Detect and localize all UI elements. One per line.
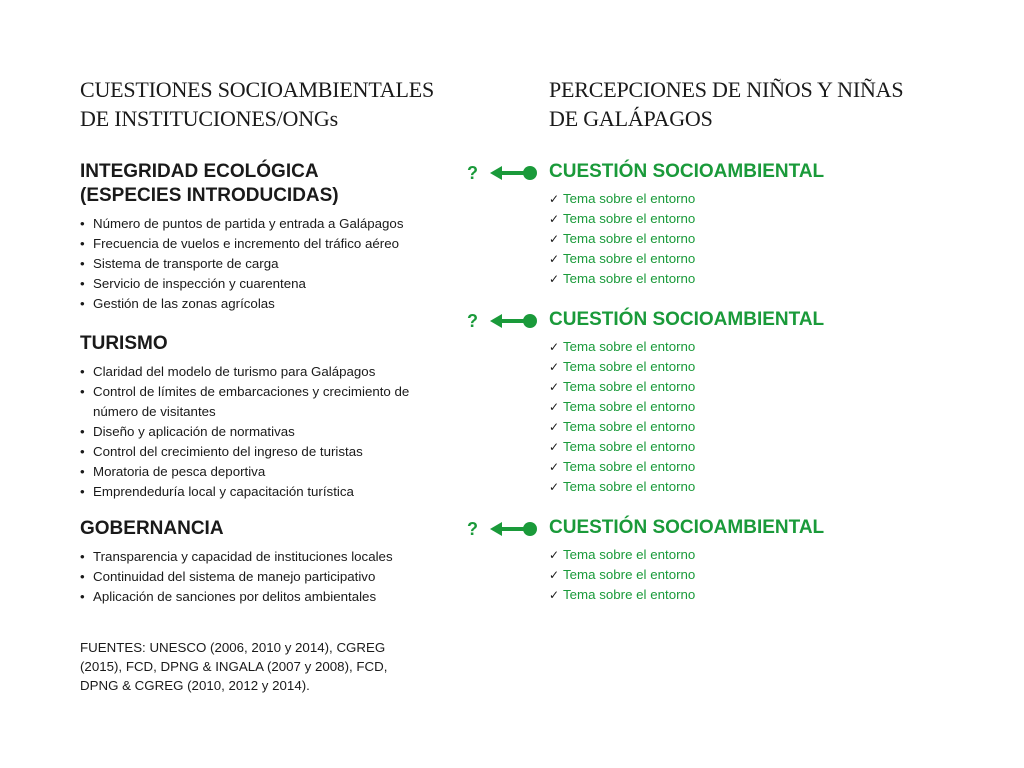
tema-item [549, 209, 949, 229]
tema-text: Tema sobre el entorno [563, 379, 696, 394]
section-turismo [80, 332, 500, 502]
check-icon: ✓ [549, 340, 560, 354]
tema-text: Tema sobre el entorno [563, 419, 696, 434]
tema-item [549, 457, 949, 477]
check-icon: ✓ [549, 548, 560, 562]
cuestion-group-1 [549, 160, 949, 289]
question-mark: ? [467, 163, 478, 183]
arrow-left-from-dot-icon [489, 312, 541, 330]
tema-item [549, 249, 949, 269]
bullet-list [80, 362, 435, 502]
right-column-title [549, 75, 903, 133]
list-item: • Diseño y aplicación de normativas [80, 422, 435, 442]
list-item: • Claridad del modelo de turismo para Galápagos [80, 362, 435, 382]
section-heading [80, 332, 500, 356]
connector-1 [467, 161, 539, 185]
tema-text: Tema sobre el entorno [563, 231, 696, 246]
question-mark: ? [467, 519, 478, 539]
arrow-left-from-dot-icon [489, 164, 541, 182]
connector-3 [467, 517, 539, 541]
question-mark: ? [467, 311, 478, 331]
check-icon: ✓ [549, 400, 560, 414]
tema-text: Tema sobre el entorno [563, 479, 696, 494]
tema-text: Tema sobre el entorno [563, 191, 696, 206]
tema-item [549, 337, 949, 357]
section-heading [80, 160, 500, 208]
check-icon: ✓ [549, 568, 560, 582]
section-gobernancia [80, 517, 500, 607]
tema-text: Tema sobre el entorno [563, 251, 696, 266]
cuestion-group-2 [549, 308, 949, 497]
tema-text: Tema sobre el entorno [563, 271, 696, 286]
check-icon: ✓ [549, 232, 560, 246]
tema-text: Tema sobre el entorno [563, 211, 696, 226]
check-icon: ✓ [549, 440, 560, 454]
sources-note [80, 638, 420, 695]
tema-item [549, 585, 949, 605]
left-title-line2: DE INSTITUCIONES/ONGs [80, 106, 338, 131]
tema-text: Tema sobre el entorno [563, 359, 696, 374]
tema-item [549, 269, 949, 289]
right-title-line1: PERCEPCIONES DE NIÑOS Y NIÑAS [549, 77, 904, 102]
tema-item [549, 437, 949, 457]
cuestion-heading: CUESTIÓN SOCIOAMBIENTAL [549, 309, 825, 330]
tema-text: Tema sobre el entorno [563, 587, 696, 602]
sources-line3: DPNG & CGREG (2010, 2012 y 2014). [80, 678, 310, 693]
check-icon: ✓ [549, 212, 560, 226]
sources-line2: (2015), FCD, DPNG & INGALA (2007 y 2008), FCD, [80, 659, 388, 674]
tema-list [549, 337, 949, 497]
section-heading-line2: (ESPECIES INTRODUCIDAS) [80, 185, 339, 206]
sources-line1: FUENTES: UNESCO (2006, 2010 y 2014), CGREG [80, 640, 386, 655]
tema-text: Tema sobre el entorno [563, 439, 696, 454]
tema-item [549, 377, 949, 397]
tema-list [549, 545, 949, 605]
list-item: • Sistema de transporte de carga [80, 254, 500, 274]
list-item: • Moratoria de pesca deportiva [80, 462, 435, 482]
tema-text: Tema sobre el entorno [563, 339, 696, 354]
list-item: • Gestión de las zonas agrícolas [80, 294, 500, 314]
check-icon: ✓ [549, 588, 560, 602]
list-item: • Número de puntos de partida y entrada a Galápagos [80, 214, 500, 234]
check-icon: ✓ [549, 272, 560, 286]
tema-item [549, 357, 949, 377]
list-item: • Control de límites de embarcaciones y crecimiento de número de visitantes [80, 382, 435, 422]
arrow-left-from-dot-icon [489, 520, 541, 538]
tema-item [549, 189, 949, 209]
check-icon: ✓ [549, 460, 560, 474]
list-item: • Control del crecimiento del ingreso de turistas [80, 442, 435, 462]
cuestion-heading: CUESTIÓN SOCIOAMBIENTAL [549, 517, 825, 538]
list-item: • Aplicación de sanciones por delitos ambientales [80, 587, 500, 607]
left-column-title [80, 75, 434, 133]
list-item: • Continuidad del sistema de manejo participativo [80, 567, 500, 587]
tema-text: Tema sobre el entorno [563, 567, 696, 582]
check-icon: ✓ [549, 252, 560, 266]
check-icon: ✓ [549, 192, 560, 206]
list-item: • Frecuencia de vuelos e incremento del tráfico aéreo [80, 234, 500, 254]
section-heading-line1: INTEGRIDAD ECOLÓGICA [80, 161, 319, 182]
tema-list [549, 189, 949, 289]
left-title-line1: CUESTIONES SOCIOAMBIENTALES [80, 77, 435, 102]
connector-2 [467, 309, 539, 333]
right-title-line2: DE GALÁPAGOS [549, 106, 713, 131]
tema-item [549, 397, 949, 417]
check-icon: ✓ [549, 380, 560, 394]
cuestion-group-3 [549, 516, 949, 605]
section-integridad-ecologica [80, 160, 500, 314]
check-icon: ✓ [549, 360, 560, 374]
list-item: • Servicio de inspección y cuarentena [80, 274, 500, 294]
section-heading [80, 517, 500, 541]
tema-item [549, 565, 949, 585]
list-item: • Transparencia y capacidad de instituciones locales [80, 547, 500, 567]
bullet-list [80, 547, 500, 607]
list-item: • Emprendeduría local y capacitación turística [80, 482, 435, 502]
tema-item [549, 545, 949, 565]
cuestion-heading: CUESTIÓN SOCIOAMBIENTAL [549, 161, 825, 182]
section-heading-line1: GOBERNANCIA [80, 518, 224, 539]
tema-text: Tema sobre el entorno [563, 399, 696, 414]
tema-item [549, 477, 949, 497]
tema-text: Tema sobre el entorno [563, 459, 696, 474]
section-heading-line1: TURISMO [80, 333, 168, 354]
tema-item [549, 417, 949, 437]
tema-item [549, 229, 949, 249]
check-icon: ✓ [549, 420, 560, 434]
check-icon: ✓ [549, 480, 560, 494]
bullet-list [80, 214, 500, 314]
tema-text: Tema sobre el entorno [563, 547, 696, 562]
